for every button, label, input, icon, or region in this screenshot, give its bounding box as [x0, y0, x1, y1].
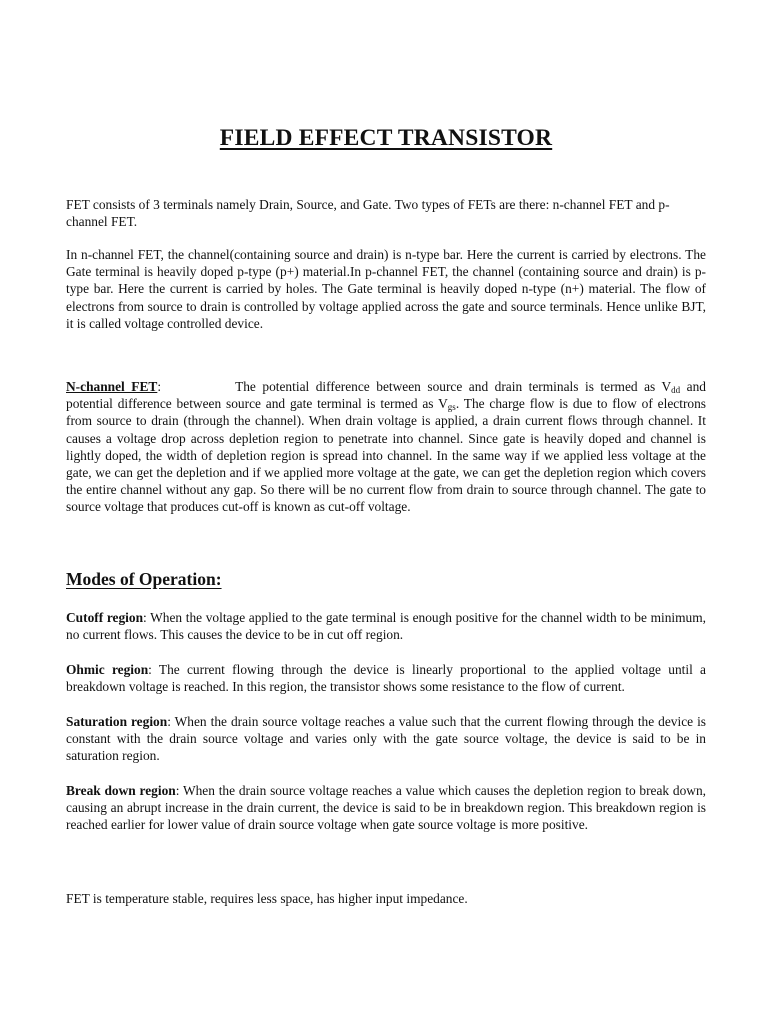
vgs-subscript: gs	[447, 402, 456, 413]
channel-description-paragraph: In n-channel FET, the channel(containing source and drain) is n-type bar. Here the current is carried by electrons. The Gate terminal is heavily doped p-type (p+) material.In p-channel FET, the channel (containing source and drain) is p-type bar. Here the current is carried by holes. The Gate terminal is heavily doped n-type (n+) material. The flow of electrons from source to drain is controlled by voltage applied across the gate and source terminals. Hence unlike BJT, it is called voltage controlled device.	[66, 247, 706, 331]
nchannel-text-part1: The potential difference between source and drain terminals is termed as V	[235, 379, 672, 394]
breakdown-region-text: : When the drain source voltage reaches a value which causes the depletion region to break down, causing an abrupt increase in the drain current, the device is said to be in breakdown region. This breakdown region is reached earlier for lower value of drain source voltage when gate source voltage is more positive.	[66, 783, 706, 833]
nchannel-text-part3: . The charge flow is due to flow of electrons from source to drain (through the channel). When drain voltage is applied, a drain current flows through channel. It causes a voltage drop across depletion region to penetrate into channel. Since gate is heavily doped and channel is lightly doped, the width of depletion region is spread into channel. In the same way if we applied less voltage at the gate, we can get the depletion and if we applied more voltage at the gate, we can get the depletion region which covers the entire channel without any gap. So there will be no current flow from drain to source through channel. The gate to source voltage that produces cut-off is known as cut-off voltage.	[66, 396, 707, 515]
ohmic-region-term: Ohmic region	[66, 662, 149, 677]
ohmic-region-text: : The current flowing through the device is linearly proportional to the applied voltage until a breakdown voltage is reached. In this region, the transistor shows some resistance to the flow of current.	[66, 662, 706, 695]
ohmic-region-paragraph	[66, 661, 706, 695]
saturation-region-text: : When the drain source voltage reaches a value such that the current flowing through the device is constant with the drain source voltage and varies only with the gate source voltage, the device is said to be in saturation region.	[66, 714, 707, 764]
modes-heading: Modes of Operation:	[66, 569, 222, 589]
nchannel-fet-paragraph	[66, 378, 706, 516]
intro-paragraph: FET consists of 3 terminals namely Drain, Source, and Gate. Two types of FETs are there: n-channel FET and p-channel FET.	[66, 197, 670, 230]
breakdown-region-term: Break down region	[66, 783, 176, 798]
cutoff-region-paragraph	[66, 609, 706, 643]
nchannel-fet-label: N-channel FET	[66, 379, 158, 394]
cutoff-region-term: Cutoff region	[66, 610, 144, 625]
breakdown-region-paragraph	[66, 782, 706, 834]
vdd-subscript: dd	[671, 385, 681, 395]
saturation-region-term: Saturation region	[66, 714, 168, 729]
closing-paragraph: FET is temperature stable, requires less space, has higher input impedance.	[66, 891, 468, 906]
document-title: FIELD EFFECT TRANSISTOR	[219, 125, 553, 151]
nchannel-text-part2: and potential difference between source and gate terminal is termed as V	[66, 379, 707, 412]
nchannel-fet-colon: :	[157, 379, 162, 394]
cutoff-region-text: : When the voltage applied to the gate terminal is enough positive for the channel width to be minimum, no current flows. This causes the device to be in cut off region.	[66, 610, 706, 643]
saturation-region-paragraph	[66, 713, 706, 765]
